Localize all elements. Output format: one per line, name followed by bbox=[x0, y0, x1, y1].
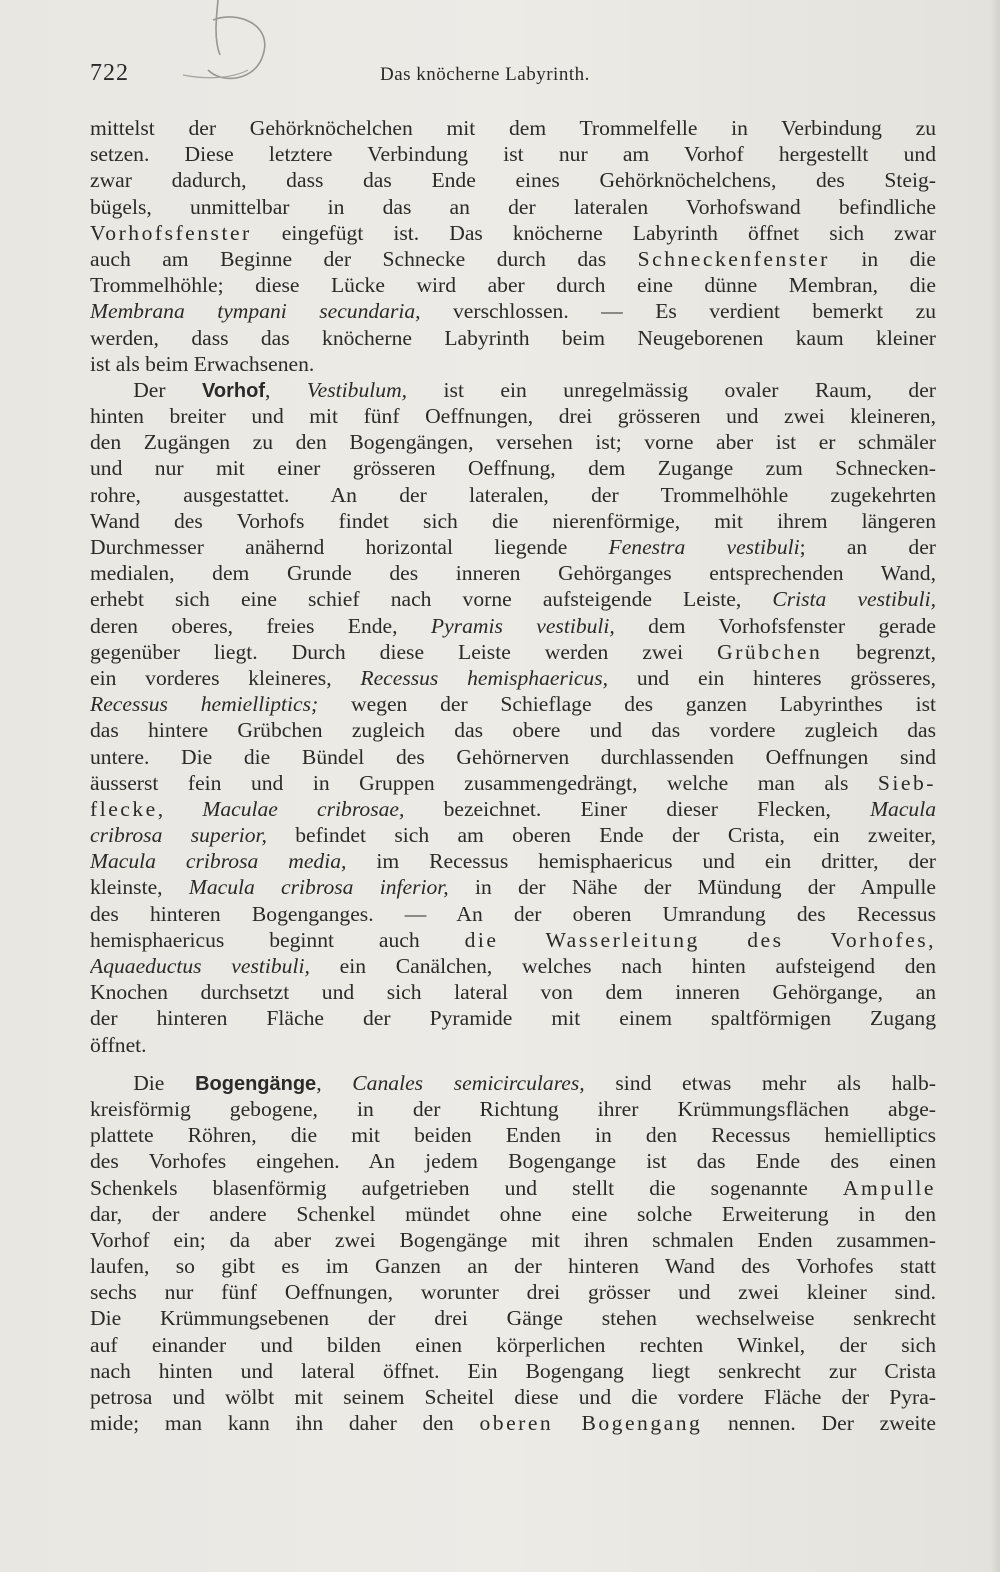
paragraph-gap bbox=[90, 1058, 936, 1070]
text-segment: , bbox=[316, 1070, 353, 1095]
text-segment: äusserst fein und in Gruppen zusammengedrängt, welche man als bbox=[90, 770, 849, 795]
term-macula-cribrosa-inferior: Macula cribrosa inferior, bbox=[188, 875, 449, 900]
text-segment: Schenkels blasenförmig aufgetrieben und stellt die sogenannte bbox=[90, 1175, 843, 1200]
text-segment: Der bbox=[133, 377, 203, 402]
text-line bbox=[90, 665, 936, 691]
running-title: Das knöcherne Labyrinth. bbox=[380, 64, 590, 85]
text-line: medialen, dem Grunde des inneren Gehörganges entsprechenden Wand, bbox=[90, 561, 936, 586]
term-canales-semicirculares: Canales semicirculares, bbox=[352, 1070, 585, 1095]
text-segment: mide; man kann ihn daher den bbox=[90, 1411, 480, 1436]
term-aquaeductus-vestibuli: Aquaeductus vestibuli, bbox=[90, 954, 310, 978]
text-line: laufen, so gibt es im Ganzen an der hinteren Wand des Vorhofes statt bbox=[90, 1254, 936, 1279]
term-crista-vestibuli: Crista vestibuli, bbox=[772, 587, 936, 612]
text-segment: eingefügt ist. Das knöcherne Labyrinth öffnet sich zwar bbox=[251, 220, 936, 245]
term-wasserleitung: die Wasserleitung des Vorhofes, bbox=[464, 927, 936, 952]
text-line bbox=[90, 927, 936, 953]
heading-vorhof: Vorhof bbox=[202, 379, 265, 402]
text-line: des hinteren Bogenganges. — An der oberen Umrandung des Recessus bbox=[90, 901, 936, 926]
text-line bbox=[90, 298, 936, 324]
text-line: nach hinten und lateral öffnet. Ein Bogengang liegt senkrecht zur Crista bbox=[90, 1358, 936, 1383]
text-line bbox=[90, 246, 936, 272]
text-segment: Durchmesser anähernd horizontal liegende bbox=[90, 535, 609, 559]
text-segment: erhebt sich eine schief nach vorne aufsteigende Leiste, bbox=[90, 587, 773, 612]
text-line: untere. Die die Bündel des Gehörnerven durchlassenden Oeffnungen sind bbox=[90, 744, 936, 769]
term-membrana-tympani: Membrana tympani secundaria, bbox=[90, 299, 421, 324]
text-line bbox=[90, 1070, 936, 1096]
text-line: und nur mit einer grösseren Oeffnung, dem Zugange zum Schnecken- bbox=[90, 456, 936, 481]
heading-bogengaenge: Bogengänge bbox=[195, 1072, 317, 1095]
text-line: kreisförmig gebogene, in der Richtung ihrer Krümmungsflächen abge- bbox=[90, 1096, 936, 1121]
term-recessus-hemiellipticus: Recessus hemielliptics; bbox=[90, 692, 319, 717]
text-line bbox=[90, 586, 936, 612]
term-sieb: Sieb- bbox=[877, 770, 936, 795]
text-line bbox=[90, 953, 936, 979]
text-line: Wand des Vorhofs findet sich die nierenförmige, mit ihrem längeren bbox=[90, 508, 936, 533]
text-line bbox=[90, 874, 936, 900]
text-line: setzen. Diese letztere Verbindung ist nur am Vorhof hergestellt und bbox=[90, 142, 936, 167]
text-segment: sind etwas mehr als halb- bbox=[584, 1070, 936, 1095]
text-segment: deren oberes, freies Ende, bbox=[90, 613, 431, 638]
text-line: rohre, ausgestattet. An der lateralen, der Trommelhöhle zugekehrten bbox=[90, 482, 936, 507]
text-line bbox=[90, 534, 936, 560]
text-line: der hinteren Fläche der Pyramide mit einem spaltförmigen Zugang bbox=[90, 1006, 936, 1031]
text-segment: kleinste, bbox=[90, 875, 189, 900]
term-vorhofsfenster: Vorhofsfenster bbox=[90, 220, 252, 245]
text-line: öffnet. bbox=[90, 1032, 147, 1057]
text-segment: verschlossen. — Es verdient bemerkt zu bbox=[420, 299, 936, 324]
paragraph-vorhof bbox=[90, 115, 936, 1058]
text-segment: und ein hinteres grösseres, bbox=[608, 665, 936, 690]
term-recessus-hemisphaericus: Recessus hemisphaericus, bbox=[360, 665, 609, 690]
text-segment: , bbox=[157, 796, 203, 821]
text-line: des Vorhofes eingehen. An jedem Bogengange ist das Ende des einen bbox=[90, 1149, 936, 1174]
page-edge-shadow bbox=[990, 0, 1000, 1572]
text-line bbox=[90, 613, 936, 639]
text-line bbox=[90, 770, 936, 796]
text-segment: gegenüber liegt. Durch diese Leiste werden zwei bbox=[90, 639, 684, 664]
term-macula-cribrosa-media: Macula cribrosa media, bbox=[90, 849, 347, 874]
text-line bbox=[90, 848, 936, 874]
text-line bbox=[90, 1175, 936, 1201]
term-oberen-bogengang: oberen Bogengang bbox=[479, 1411, 703, 1436]
term-macula: Macula bbox=[870, 796, 936, 821]
text-segment: in der Nähe der Mündung der Ampulle bbox=[448, 875, 936, 900]
text-line: den Zugängen zu den Bogengängen, versehen ist; vorne aber ist er schmäler bbox=[90, 430, 936, 455]
text-line: auf einander und bilden einen körperlichen rechten Winkel, der sich bbox=[90, 1332, 936, 1357]
text-segment: ein Canälchen, welches nach hinten aufsteigend den bbox=[309, 954, 936, 978]
text-line bbox=[90, 377, 936, 403]
text-line: Knochen durchsetzt und sich lateral von dem inneren Gehörgange, an bbox=[90, 980, 936, 1005]
text-segment: auch am Beginne der Schnecke durch das bbox=[90, 246, 638, 271]
text-segment: ist ein unregelmässig ovaler Raum, der bbox=[407, 377, 936, 402]
text-segment: ein vorderes kleineres, bbox=[90, 665, 361, 690]
body-text bbox=[90, 115, 936, 1436]
text-line: dar, der andere Schenkel mündet ohne eine solche Erweiterung in den bbox=[90, 1201, 936, 1226]
term-schneckenfenster: Schneckenfenster bbox=[637, 246, 830, 271]
term-ampulle: Ampulle bbox=[842, 1175, 936, 1200]
page-number: 722 bbox=[90, 60, 129, 86]
text-segment: bezeichnet. Einer dieser Flecken, bbox=[404, 796, 871, 821]
paragraph-bogengaenge bbox=[90, 1070, 936, 1437]
text-line: werden, dass das knöcherne Labyrinth beim Neugeborenen kaum kleiner bbox=[90, 325, 936, 350]
text-line: das hintere Grübchen zugleich das obere und das vordere zugleich das bbox=[90, 718, 936, 743]
text-line: petrosa und wölbt mit seinem Scheitel diese und die vordere Fläche der Pyra- bbox=[90, 1385, 936, 1409]
text-segment: befindet sich am oberen Ende der Crista, ein zweiter, bbox=[266, 823, 936, 848]
text-line bbox=[90, 796, 936, 822]
text-segment: wegen der Schieflage des ganzen Labyrinthes ist bbox=[318, 692, 936, 717]
text-line: sechs nur fünf Oeffnungen, worunter drei grösser und zwei kleiner sind. bbox=[90, 1280, 936, 1305]
term-cribrosa-superior: cribrosa superior, bbox=[90, 823, 267, 848]
text-line bbox=[90, 1410, 936, 1436]
text-line: hinten breiter und mit fünf Oeffnungen, drei grösseren und zwei kleineren, bbox=[90, 404, 936, 429]
text-segment: hemisphaericus beginnt auch bbox=[90, 927, 465, 952]
text-segment: Die bbox=[133, 1070, 196, 1095]
text-line: Die Krümmungsebenen der drei Gänge stehen wechselweise senkrecht bbox=[90, 1306, 936, 1331]
term-fenestra-vestibuli: Fenestra vestibuli bbox=[608, 535, 800, 559]
text-line: plattete Röhren, die mit beiden Enden in den Recessus hemielliptics bbox=[90, 1123, 936, 1148]
page-header bbox=[90, 60, 936, 94]
text-line: bügels, unmittelbar in das an der lateralen Vorhofswand befindliche bbox=[90, 194, 936, 219]
text-line: Vorhof ein; da aber zwei Bogengänge mit ihren schmalen Enden zusammen- bbox=[90, 1227, 936, 1252]
text-line: zwar dadurch, dass das Ende eines Gehörknöchelchens, des Steig- bbox=[90, 168, 936, 193]
text-line bbox=[90, 639, 936, 665]
text-segment: dem Vorhofsfenster gerade bbox=[614, 613, 936, 638]
text-segment: ; an der bbox=[799, 535, 936, 559]
term-gruebchen: Grübchen bbox=[717, 639, 823, 664]
text-line bbox=[90, 220, 936, 246]
text-line bbox=[90, 822, 936, 848]
text-line: Trommelhöhle; diese Lücke wird aber durch eine dünne Membran, die bbox=[90, 273, 936, 298]
term-flecke: flecke bbox=[90, 796, 158, 821]
term-maculae-cribrosae: Maculae cribrosae, bbox=[202, 796, 405, 821]
text-line: ist als beim Erwachsenen. bbox=[90, 351, 315, 376]
text-line bbox=[90, 691, 936, 717]
term-vestibulum: Vestibulum, bbox=[306, 377, 408, 402]
text-segment: nennen. Der zweite bbox=[702, 1411, 936, 1436]
text-segment: in die bbox=[829, 246, 936, 271]
term-pyramis-vestibuli: Pyramis vestibuli, bbox=[430, 613, 615, 638]
text-segment: im Recessus hemisphaericus und ein dritter, der bbox=[346, 849, 936, 874]
text-segment: begrenzt, bbox=[822, 639, 936, 664]
text-line: mittelst der Gehörknöchelchen mit dem Trommelfelle in Verbindung zu bbox=[90, 116, 936, 140]
text-segment: , bbox=[265, 377, 307, 402]
